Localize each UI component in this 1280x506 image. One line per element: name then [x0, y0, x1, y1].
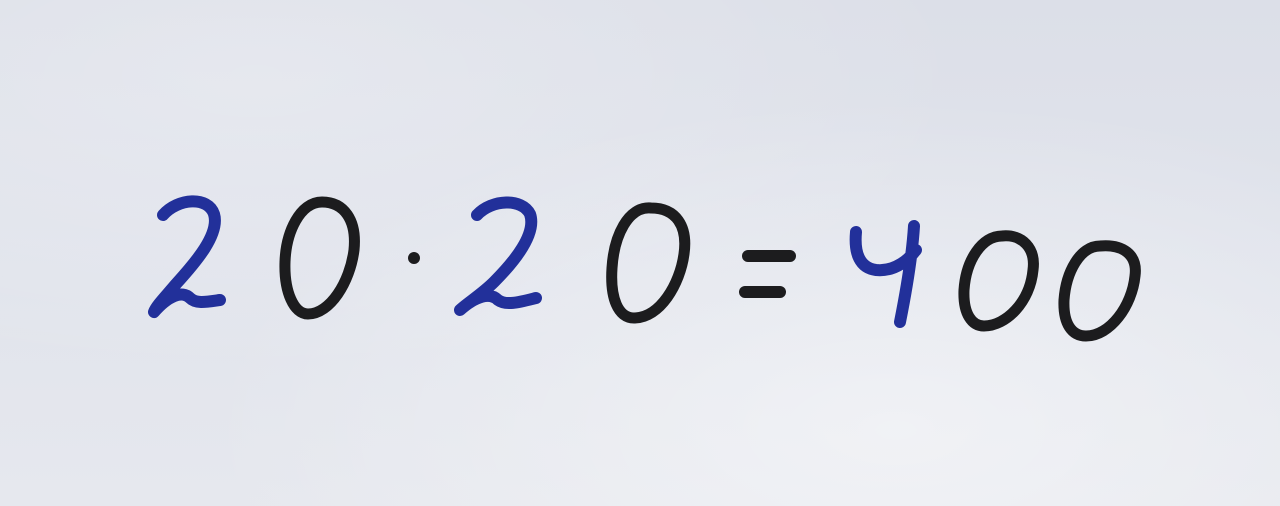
multiplication-dot [408, 252, 420, 264]
digit-4 [856, 226, 916, 322]
digit-0-second [612, 208, 685, 318]
digit-2-first [154, 201, 220, 312]
equals-sign [745, 256, 790, 292]
digit-0-third [964, 236, 1033, 326]
digit-2-second [460, 202, 536, 310]
digit-0-first [285, 202, 354, 314]
digit-0-fourth [1064, 246, 1135, 336]
